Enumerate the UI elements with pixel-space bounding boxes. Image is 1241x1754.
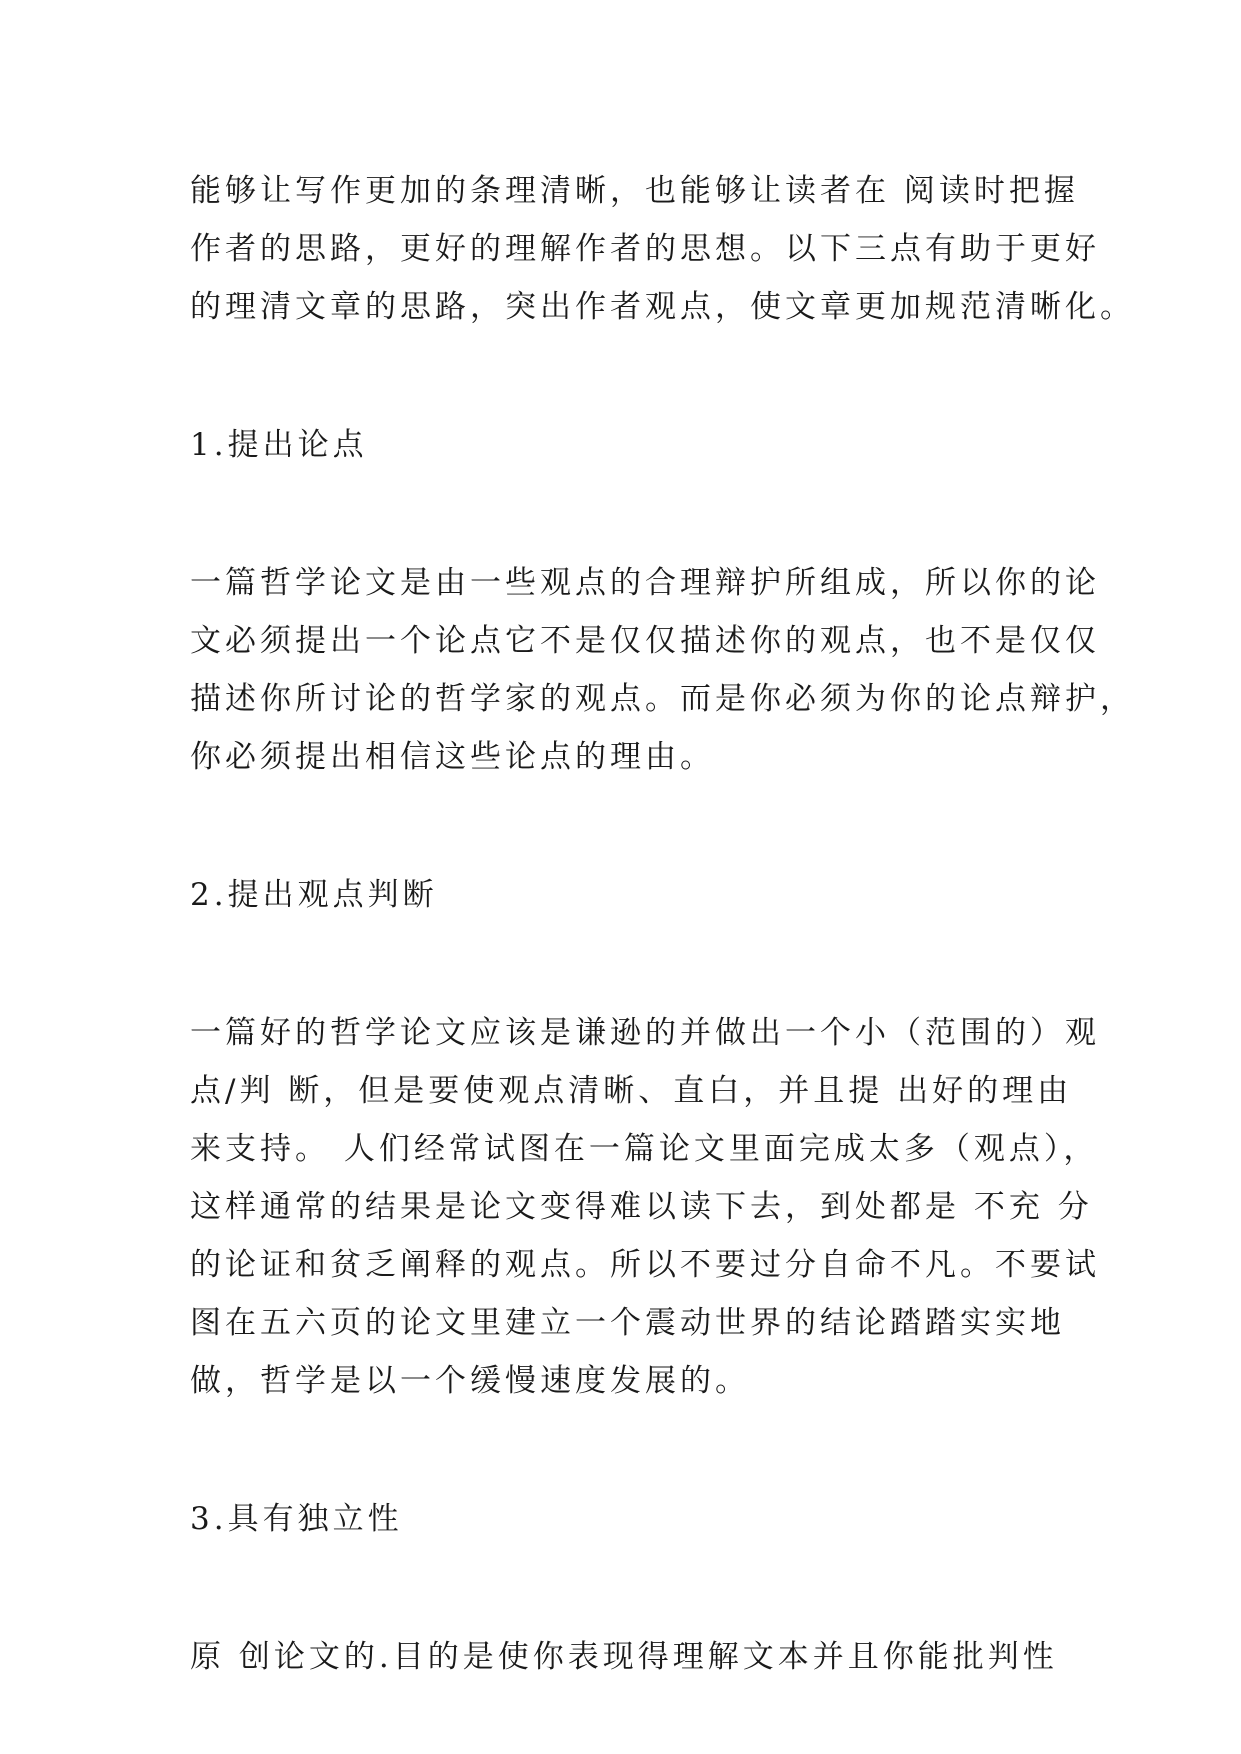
section-3-paragraph <box>190 1628 1060 1686</box>
text-line: 文必须提出一个论点它不是仅仅描述你的观点，也不是仅仅 <box>190 623 1100 659</box>
paragraph-gap <box>190 1548 1060 1628</box>
paragraph-gap <box>190 786 1060 866</box>
text-line: 的理清文章的思路，突出作者观点，使文章更加规范清晰化。 <box>190 289 1135 325</box>
section-heading-3: 3.具有独立性 <box>190 1501 403 1537</box>
text-line: 作者的思路，更好的理解作者的思想。以下三点有助于更好 <box>190 231 1100 267</box>
text-line: 图在五六页的论文里建立一个震动世界的结论踏踏实实地 <box>190 1305 1065 1341</box>
text-line: 能够让写作更加的条理清晰，也能够让读者在 阅读时把握 <box>190 173 1079 209</box>
section-heading-1: 1.提出论点 <box>190 427 368 463</box>
paragraph-gap <box>190 336 1060 416</box>
text-line: 的论证和贫乏阐释的观点。所以不要过分自命不凡。不要试 <box>190 1247 1100 1283</box>
paragraph-gap <box>190 474 1060 554</box>
text-line: 点/判 断，但是要使观点清晰、直白，并且提 出好的理由 <box>190 1073 1073 1109</box>
text-line: 这样通常的结果是论文变得难以读下去，到处都是 不充 分 <box>190 1189 1093 1225</box>
document-body <box>190 162 1135 1686</box>
text-line: 描述你所讨论的哲学家的观点。而是你必须为你的论点辩护， <box>190 681 1135 717</box>
text-line: 原 创论文的.目的是使你表现得理解文本并且你能批判性 <box>190 1639 1058 1675</box>
section-heading-2: 2.提出观点判断 <box>190 877 438 913</box>
text-line: 一篇好的哲学论文应该是谦逊的并做出一个小（范围的）观 <box>190 1015 1100 1051</box>
text-line: 做，哲学是以一个缓慢速度发展的。 <box>190 1363 750 1399</box>
text-line: 来支持。 人们经常试图在一篇论文里面完成太多（观点）， <box>190 1131 1099 1167</box>
section-2-paragraph <box>190 1004 1100 1410</box>
paragraph-gap <box>190 1410 1060 1490</box>
intro-paragraph <box>190 162 1135 336</box>
text-line: 一篇哲学论文是由一些观点的合理辩护所组成，所以你的论 <box>190 565 1100 601</box>
paragraph-gap <box>190 924 1060 1004</box>
text-line: 你必须提出相信这些论点的理由。 <box>190 739 715 775</box>
section-1-paragraph <box>190 554 1135 786</box>
